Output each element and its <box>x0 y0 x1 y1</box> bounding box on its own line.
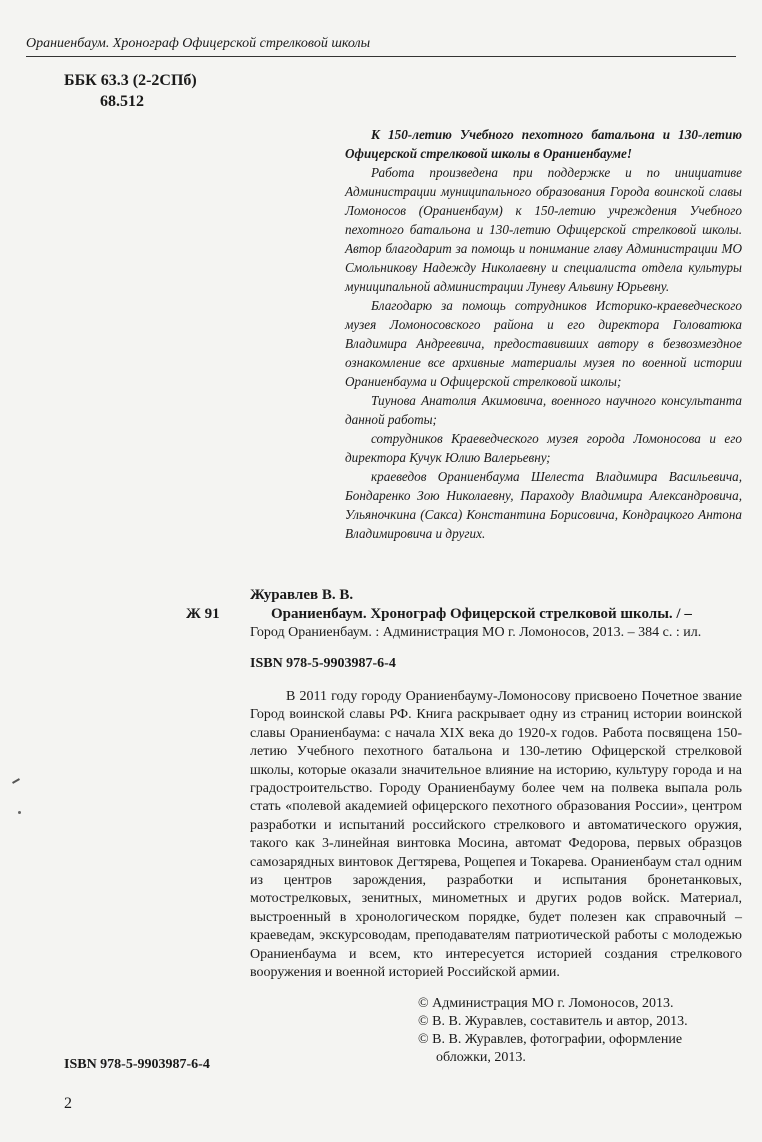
page-number: 2 <box>64 1095 72 1112</box>
bbk-index: ББК 63.3 (2-2СПб) <box>64 72 197 89</box>
dedication-title: К 150-летию Учебного пехотного батальона и 130-летию Офицерской стрелковой школы в Ораниенбауме! <box>345 127 742 161</box>
catalog-author: Журавлев В. В. <box>250 587 354 603</box>
catalog-imprint: Город Ораниенбаум. : Администрация МО г. Ломоносов, 2013. – 384 с. : ил. <box>250 625 702 640</box>
copyright-line: © В. В. Журавлев, составитель и автор, 2013. <box>418 1014 688 1029</box>
scan-mark <box>12 778 20 784</box>
catalog-isbn: ISBN 978-5-9903987-6-4 <box>250 656 396 671</box>
copyright-line: © Администрация МО г. Ломоносов, 2013. <box>418 996 674 1011</box>
bbk-classification <box>64 70 197 112</box>
dedication-paragraph: сотрудников Краеведческого музея города Ломоносова и его директора Кучук Юлию Валерьевну; <box>345 431 742 465</box>
catalog-title: Ораниенбаум. Хронограф Офицерской стрелковой школы. / – <box>271 606 692 622</box>
running-header: Ораниенбаум. Хронограф Офицерской стрелковой школы <box>26 36 736 57</box>
footer-isbn: ISBN 978-5-9903987-6-4 <box>64 1057 210 1072</box>
dedication-paragraph: Благодарю за помощь сотрудников Историко-краеведческого музея Ломоносовского района и его директора Головатюка Владимира Андреевича, предоставивших автору в безвозмездное ознакомление все архивные материалы музея по военной истории Ораниенбаума и Офицерской стрелковой школы; <box>345 298 742 389</box>
copyright-block <box>418 995 688 1067</box>
bbk-code: 68.512 <box>100 93 144 110</box>
dedication-paragraph: Тиунова Анатолия Акимовича, военного научного консультанта данной работы; <box>345 393 742 427</box>
dedication-paragraph: краеведов Ораниенбаума Шелеста Владимира Васильевича, Бондаренко Зою Николаевну, Параходу Владимира Александровича, Ульяночкина (Сакса) Константина Борисовича, Кондрацкого Антона Владимировича и других. <box>345 469 742 541</box>
abstract <box>250 688 742 983</box>
scan-mark <box>18 811 21 814</box>
dedication-block <box>345 125 742 543</box>
abstract-text: В 2011 году городу Ораниенбауму-Ломоносову присвоено Почетное звание Город воинской славы РФ. Книга раскрывает одну из страниц истории воинской славы Ораниенбаума: с начала XIX века до 1920-х годов. Работа посвящена 150-летию Учебного пехотного батальона и 130-летию Офицерской стрелковой школы, которые оказали значительное влияние на историю, культуру города и на градостроительство. Городу Ораниенбауму более чем на полвека выпала роль стать «полевой академией офицерского пехотного образования России», центром разработки и испытаний российского стрелкового и автоматического оружия, такого как 3-линейная винтовка Мосина, автомат Федорова, первых образцов самозарядных винтовок Дегтярева, Рощепея и Токарева. Ораниенбаум стал одним из центров зарождения, разработки и испытания бронетанковых, мотострелковых, зенитных, минометных и других родов войск. Материал, выстроенный в хронологическом порядке, будет полезен как справочный – краеведам, экскурсоводам, преподавателям патриотической работы с молодежью Ораниенбаума и всем, кто интересуется историей создания стрелкового вооружения и военной историей Российской армии. <box>250 689 742 981</box>
copyright-line-continued: обложки, 2013. <box>436 1050 526 1065</box>
copyright-line: © В. В. Журавлев, фотографии, оформление <box>418 1032 683 1047</box>
dedication-paragraph: Работа произведена при поддержке и по инициативе Администрации муниципального образования Города воинской славы Ломоносов (Ораниенбаум) к 150-летию учреждения Учебного пехотного батальона и 130-летию Офицерской стрелковой школы. Автор благодарит за помощь и понимание главу Администрации МО Смольникову Надежду Николаевну и специалиста отдела культуры муниципальной администрации Луневу Альвину Юрьевну. <box>345 165 742 294</box>
catalog-call-number: Ж 91 <box>186 606 220 622</box>
